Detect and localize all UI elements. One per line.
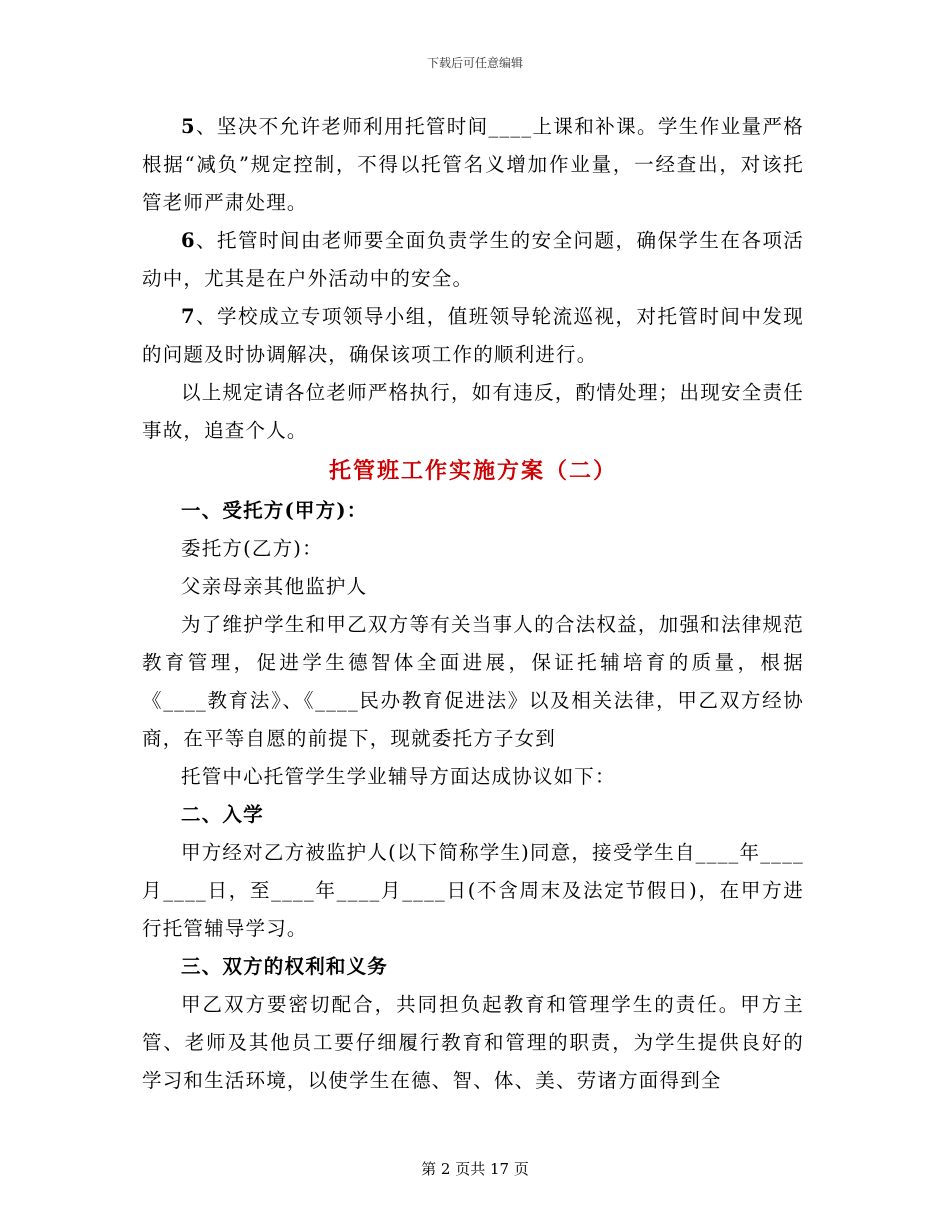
item-5-text: 、坚决不允许老师利用托管时间____上课和补课。学生作业量严格根据“减负”规定控制，不得以托管名义增加作业量，一经查出，对该托管老师严肃处理。 [142, 115, 804, 214]
item-7 [142, 298, 804, 374]
header-note: 下载后可任意编辑 [426, 56, 523, 70]
item-6-number: 6 [181, 229, 196, 252]
intro-paragraph-2: 托管中心托管学生学业辅导方面达成协议如下： [181, 765, 616, 788]
item-5 [142, 108, 804, 222]
guardians-line: 父亲母亲其他监护人 [181, 575, 368, 598]
rights-paragraph: 甲乙双方要密切配合，共同担负起教育和管理学生的责任。甲方主管、老师及其他员工要仔细履行教育和管理的职责，为学生提供良好的学习和生活环境，以使学生在德、智、体、美、劳诸方面得到全 [142, 993, 804, 1092]
heading-parties: 一、受托方(甲方)： [181, 499, 368, 522]
intro-paragraph: 为了维护学生和甲乙双方等有关当事人的合法权益，加强和法律规范教育管理，促进学生德智体全面进展，保证托辅培育的质量，根据《____教育法》、《____民办教育促进法》以及相关法律，甲乙双方经协商，在平等自愿的前提下，现就委托方子女到 [142, 613, 804, 750]
enrollment-paragraph: 甲方经对乙方被监护人(以下简称学生)同意，接受学生自____年____月____日，至____年____月____日(不含周末及法定节假日)，在甲方进行托管辅导学习。 [142, 841, 804, 940]
client-line: 委托方(乙方)： [181, 537, 323, 560]
closing-paragraph: 以上规定请各位老师严格执行，如有违反，酌情处理；出现安全责任事故，追查个人。 [142, 381, 804, 442]
item-7-text: 、学校成立专项领导小组，值班领导轮流巡视，对托管时间中发现的问题及时协调解决，确保该项工作的顺利进行。 [142, 305, 804, 366]
item-6-text: 、托管时间由老师要全面负责学生的安全问题，确保学生在各项活动中，尤其是在户外活动中的安全。 [142, 229, 804, 290]
page-footer: 第 2 页共 17 页 [421, 1160, 529, 1178]
heading-enrollment: 二、入学 [181, 803, 264, 826]
item-5-number: 5 [181, 115, 196, 138]
item-7-number: 7 [181, 305, 196, 328]
section-title: 托管班工作实施方案（二） [328, 458, 617, 484]
heading-rights: 三、双方的权利和义务 [181, 955, 389, 978]
item-6 [142, 222, 804, 298]
document-body [142, 108, 804, 1100]
